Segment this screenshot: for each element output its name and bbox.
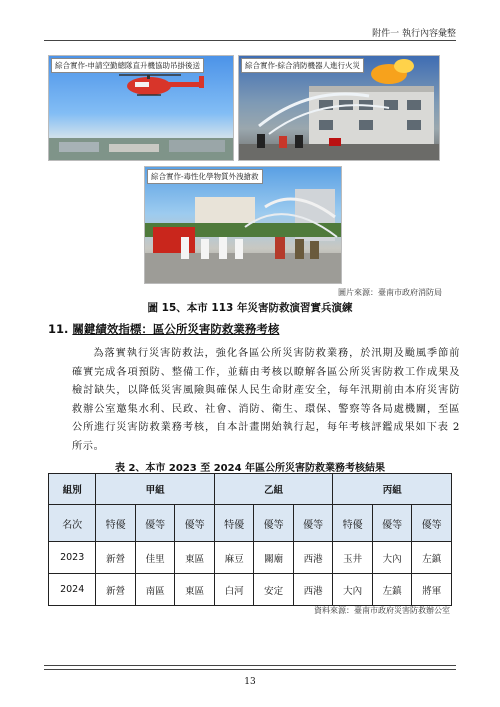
table-cell: 南區 xyxy=(135,574,175,606)
table-cell: 西港 xyxy=(293,542,333,574)
photo-caption: 綜合實作-毒性化學物質外洩搶救 xyxy=(147,169,263,184)
table-cell: 左鎮 xyxy=(372,574,412,606)
chemical-response-illustration xyxy=(145,167,341,283)
table-cell: 東區 xyxy=(175,542,215,574)
year-cell: 2023 xyxy=(49,542,96,574)
rank-header-label: 名次 xyxy=(49,505,96,542)
table-cell: 白河 xyxy=(214,574,254,606)
group-header-row xyxy=(49,474,452,505)
footer-divider xyxy=(44,665,456,666)
photo-chemical-leak xyxy=(144,166,342,284)
rank-header: 優等 xyxy=(135,505,175,542)
table-cell: 西港 xyxy=(293,574,333,606)
table-cell: 東區 xyxy=(175,574,215,606)
table-row xyxy=(49,542,452,574)
group-header: 丙組 xyxy=(333,474,452,505)
photo-caption: 綜合實作-綜合消防機器人進行火災 xyxy=(241,58,364,73)
table-caption: 表 2、本市 2023 至 2024 年區公所災害防救業務考核結果 xyxy=(114,463,386,474)
table-cell: 安定 xyxy=(254,574,294,606)
table-cell: 新營 xyxy=(96,542,136,574)
paragraph-text: 為落實執行災害防救法，強化各區公所災害防救業務，於汛期及颱風季節前確實完成各項預防、整備工作，並藉由考核以瞭解各區公所災害防救工作成果及檢討缺失，以降低災害風險與確保人民生命財產安全，每年汛期前由本府災害防救辦公室邀集水利、民政、社會、消防、衛生、環保、警察等各局處機關，至區公所進行災害防救業務考核，自本計畫開始執行起，每年考核評鑑成果如下表 2 所示。 xyxy=(72,348,460,452)
year-cell: 2024 xyxy=(49,574,96,606)
rank-header: 特優 xyxy=(333,505,373,542)
photo-caption: 綜合實作-申請空勤總隊直升機協助吊掛後送 xyxy=(51,58,204,73)
table-source: 資料來源：臺南市政府災害防救辦公室 xyxy=(314,606,450,615)
table-cell: 將軍 xyxy=(412,574,452,606)
group-header: 甲組 xyxy=(96,474,215,505)
group-header: 乙組 xyxy=(214,474,333,505)
table-cell: 佳里 xyxy=(135,542,175,574)
section-number: 11. xyxy=(48,322,69,336)
page-number: 13 xyxy=(244,677,256,687)
rank-header: 優等 xyxy=(372,505,412,542)
table-cell: 新營 xyxy=(96,574,136,606)
rank-header: 優等 xyxy=(412,505,452,542)
section-heading xyxy=(48,321,279,337)
photo-helicopter-hoist xyxy=(48,55,234,161)
photo-fire-robot xyxy=(238,55,440,161)
rank-header: 優等 xyxy=(293,505,333,542)
table-cell: 大內 xyxy=(372,542,412,574)
rank-header: 特優 xyxy=(214,505,254,542)
section-title: 關鍵績效指標：區公所災害防救業務考核 xyxy=(72,322,280,336)
rank-header: 優等 xyxy=(254,505,294,542)
table-cell: 玉井 xyxy=(333,542,373,574)
results-table xyxy=(48,473,452,606)
photo-source: 圖片來源：臺南市政府消防局 xyxy=(338,288,442,297)
figure-caption: 圖 15、本市 113 年災害防救演習實兵演練 xyxy=(147,302,353,314)
table-row xyxy=(49,574,452,606)
rank-header: 特優 xyxy=(96,505,136,542)
header-divider xyxy=(44,40,456,41)
footer-divider xyxy=(44,669,456,670)
page-header: 附件一 執行內容彙整 xyxy=(372,29,456,39)
group-header-label: 組別 xyxy=(49,474,96,505)
table-cell: 關廟 xyxy=(254,542,294,574)
rank-header: 優等 xyxy=(175,505,215,542)
body-paragraph xyxy=(72,345,460,456)
rank-header-row xyxy=(49,505,452,542)
table-cell: 左鎮 xyxy=(412,542,452,574)
table-cell: 大內 xyxy=(333,574,373,606)
table-cell: 麻豆 xyxy=(214,542,254,574)
